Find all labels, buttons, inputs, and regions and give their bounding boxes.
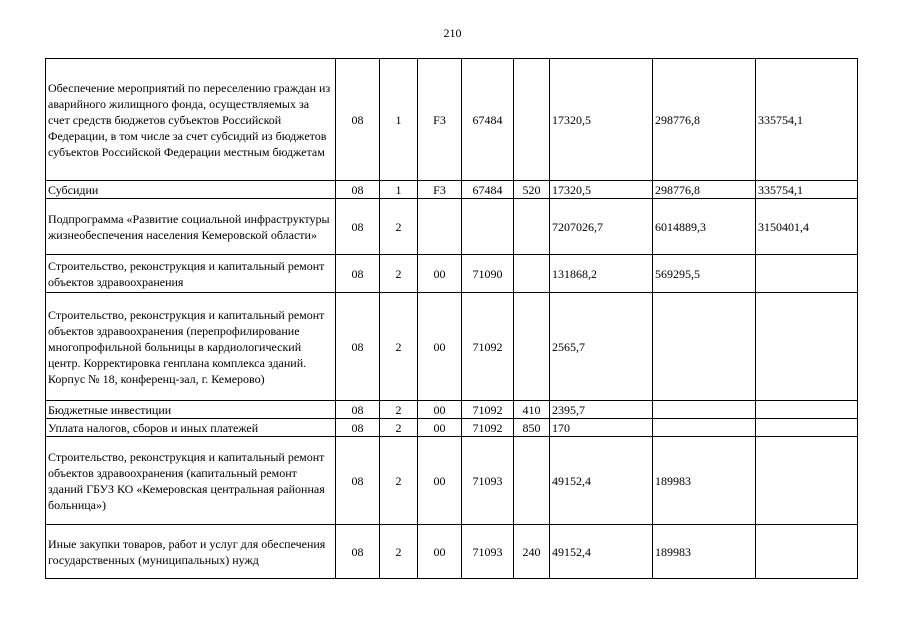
expense-type-cell: 240 xyxy=(514,525,550,579)
subsection-cell: 2 xyxy=(380,419,418,437)
amount-year1-cell: 170 xyxy=(550,419,653,437)
code-cell: 71093 xyxy=(462,525,514,579)
code-cell: 71092 xyxy=(462,419,514,437)
table-row xyxy=(46,181,858,199)
program-cell: 00 xyxy=(418,419,462,437)
section-cell: 08 xyxy=(336,181,380,199)
section-cell: 08 xyxy=(336,437,380,525)
amount-year1-cell: 17320,5 xyxy=(550,59,653,181)
subsection-cell: 2 xyxy=(380,525,418,579)
expense-type-cell: 850 xyxy=(514,419,550,437)
row-name: Строительство, реконструкция и капитальный ремонт объектов здравоохранения (капитальный ремонт зданий ГБУЗ КО «Кемеровская центральная районная больница») xyxy=(46,437,336,525)
table-row xyxy=(46,59,858,181)
section-cell: 08 xyxy=(336,59,380,181)
section-cell: 08 xyxy=(336,293,380,401)
code-cell xyxy=(462,199,514,255)
section-cell: 08 xyxy=(336,255,380,293)
expense-type-cell xyxy=(514,293,550,401)
amount-year2-cell: 189983 xyxy=(653,437,756,525)
amount-year2-cell xyxy=(653,293,756,401)
subsection-cell: 2 xyxy=(380,199,418,255)
section-cell: 08 xyxy=(336,199,380,255)
program-cell: 00 xyxy=(418,255,462,293)
amount-year1-cell: 2565,7 xyxy=(550,293,653,401)
amount-year3-cell xyxy=(756,401,858,419)
program-cell: 00 xyxy=(418,293,462,401)
amount-year2-cell: 569295,5 xyxy=(653,255,756,293)
expense-type-cell xyxy=(514,59,550,181)
table-row xyxy=(46,255,858,293)
subsection-cell: 1 xyxy=(380,59,418,181)
table-row xyxy=(46,525,858,579)
code-cell: 71092 xyxy=(462,401,514,419)
amount-year2-cell: 6014889,3 xyxy=(653,199,756,255)
amount-year1-cell: 2395,7 xyxy=(550,401,653,419)
table-row xyxy=(46,199,858,255)
amount-year2-cell xyxy=(653,419,756,437)
table-row xyxy=(46,401,858,419)
program-cell: F3 xyxy=(418,59,462,181)
budget-table xyxy=(45,58,858,579)
section-cell: 08 xyxy=(336,419,380,437)
row-name: Субсидии xyxy=(46,181,336,199)
expense-type-cell xyxy=(514,255,550,293)
amount-year1-cell: 17320,5 xyxy=(550,181,653,199)
row-name: Бюджетные инвестиции xyxy=(46,401,336,419)
code-cell: 71093 xyxy=(462,437,514,525)
code-cell: 67484 xyxy=(462,59,514,181)
amount-year2-cell: 189983 xyxy=(653,525,756,579)
expense-type-cell xyxy=(514,199,550,255)
table-row xyxy=(46,419,858,437)
subsection-cell: 2 xyxy=(380,401,418,419)
page-number: 210 xyxy=(443,26,462,40)
amount-year3-cell xyxy=(756,437,858,525)
expense-type-cell: 520 xyxy=(514,181,550,199)
program-cell: 00 xyxy=(418,401,462,419)
amount-year3-cell: 335754,1 xyxy=(756,59,858,181)
subsection-cell: 2 xyxy=(380,437,418,525)
expense-type-cell xyxy=(514,437,550,525)
row-name: Уплата налогов, сборов и иных платежей xyxy=(46,419,336,437)
row-name: Подпрограмма «Развитие социальной инфраструктуры жизнеобеспечения населения Кемеровской области» xyxy=(46,199,336,255)
amount-year2-cell xyxy=(653,401,756,419)
amount-year3-cell xyxy=(756,419,858,437)
code-cell: 71090 xyxy=(462,255,514,293)
code-cell: 67484 xyxy=(462,181,514,199)
section-cell: 08 xyxy=(336,525,380,579)
amount-year3-cell xyxy=(756,525,858,579)
program-cell xyxy=(418,199,462,255)
amount-year3-cell: 3150401,4 xyxy=(756,199,858,255)
amount-year3-cell: 335754,1 xyxy=(756,181,858,199)
table-row xyxy=(46,437,858,525)
amount-year1-cell: 131868,2 xyxy=(550,255,653,293)
subsection-cell: 2 xyxy=(380,293,418,401)
amount-year1-cell: 49152,4 xyxy=(550,437,653,525)
amount-year1-cell: 49152,4 xyxy=(550,525,653,579)
amount-year3-cell xyxy=(756,255,858,293)
amount-year2-cell: 298776,8 xyxy=(653,59,756,181)
section-cell: 08 xyxy=(336,401,380,419)
amount-year1-cell: 7207026,7 xyxy=(550,199,653,255)
row-name: Строительство, реконструкция и капитальный ремонт объектов здравоохранения xyxy=(46,255,336,293)
program-cell: 00 xyxy=(418,437,462,525)
amount-year2-cell: 298776,8 xyxy=(653,181,756,199)
code-cell: 71092 xyxy=(462,293,514,401)
row-name: Иные закупки товаров, работ и услуг для обеспечения государственных (муниципальных) нужд xyxy=(46,525,336,579)
amount-year3-cell xyxy=(756,293,858,401)
program-cell: 00 xyxy=(418,525,462,579)
row-name: Обеспечение мероприятий по переселению граждан из аварийного жилищного фонда, осуществляемых за счет средств бюджетов субъектов Российской Федерации, в том числе за счет субсидий из бюджетов субъектов Российской Федерации местным бюджетам xyxy=(46,59,336,181)
program-cell: F3 xyxy=(418,181,462,199)
expense-type-cell: 410 xyxy=(514,401,550,419)
table-row xyxy=(46,293,858,401)
row-name: Строительство, реконструкция и капитальный ремонт объектов здравоохранения (перепрофилирование многопрофильной больницы в кардиологический центр. Корректировка генплана комплекса зданий. Корпус № 18, конференц-зал, г. Кемерово) xyxy=(46,293,336,401)
subsection-cell: 1 xyxy=(380,181,418,199)
subsection-cell: 2 xyxy=(380,255,418,293)
